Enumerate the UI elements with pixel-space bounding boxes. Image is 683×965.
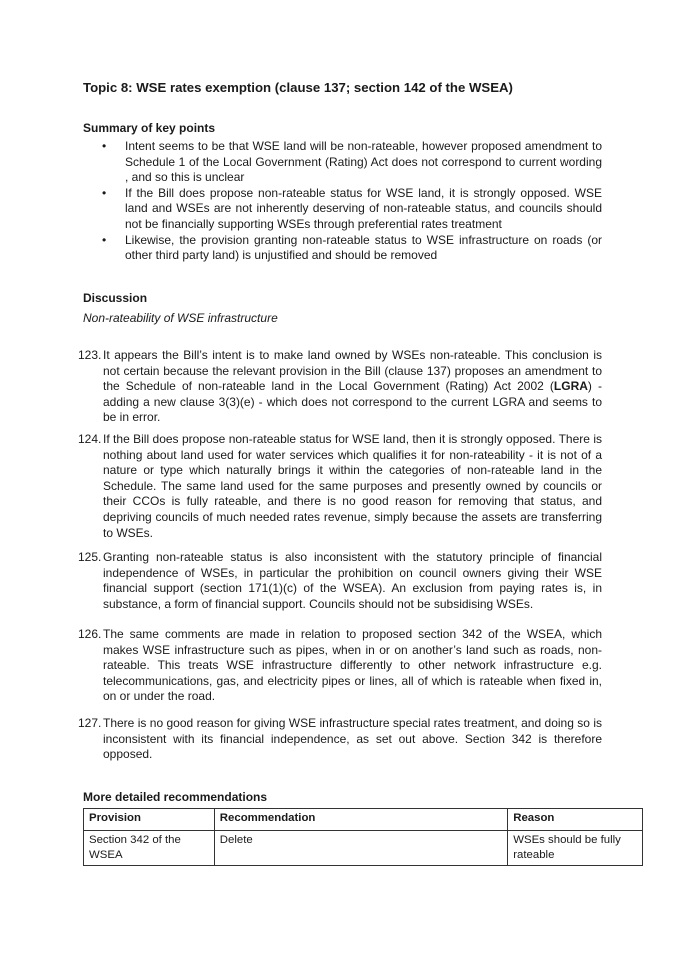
summary-heading: Summary of key points — [83, 121, 216, 135]
paragraph-number: 127. — [78, 716, 102, 730]
paragraph-text: Granting non-rateable status is also inconsistent with the statutory principle of financial independence of WSEs, in particular the prohibition on council owners giving their WSE financial support (section 171(1)(c) of the WSEA). An exclusion from paying rates is, in substance, a form of financial support. Councils should not be subsidising WSEs. — [103, 550, 602, 611]
paragraph-126 — [78, 627, 602, 705]
table-cell-reason: WSEs should be fully rateable — [508, 831, 643, 866]
paragraph-text: It appears the Bill’s intent is to make land owned by WSEs non-rateable. This conclusion is not certain because the relevant provision in the Bill (clause 137) proposes an amendment to the Schedule of non-rateable land in the Local Government (Rating) Act 2002 (LGRA) - adding a new clause 3(3)(e) - which does not correspond to the current LGRA and seems to be in error. — [103, 348, 603, 425]
summary-bullet-item — [102, 186, 602, 233]
discussion-subheading: Non-rateability of WSE infrastructure — [83, 311, 278, 325]
summary-bullet-text: Intent seems to be that WSE land will be non-rateable, however proposed amendment to Schedule 1 of the Local Government (Rating) Act does not correspond to current wording , and so this is unclear — [125, 139, 602, 185]
table-row — [84, 831, 643, 866]
column-header-provision: Provision — [84, 809, 215, 831]
paragraph-123 — [78, 348, 602, 426]
table-cell-recommendation: Delete — [214, 831, 507, 866]
paragraph-125 — [78, 550, 602, 612]
discussion-heading: Discussion — [83, 291, 148, 305]
paragraph-127 — [78, 716, 602, 763]
paragraph-124 — [78, 432, 602, 541]
summary-bullet-list — [102, 139, 602, 264]
paragraph-text: The same comments are made in relation to proposed section 342 of the WSEA, which makes WSE infrastructure such as pipes, when in or on another’s land such as roads, non-rateable. This treats WSE infrastructure differently to other network infrastructure e.g. telecommunications, gas, and electricity pipes or lines, all of which is rateable when fixed in, on or under the road. — [103, 627, 602, 704]
recommendations-table — [83, 808, 643, 866]
paragraph-text: If the Bill does propose non-rateable status for WSE land, then it is strongly opposed. There is nothing about land used for water services which qualifies it for non-rateability - it is not of a nature or type which naturally brings it within the categories of non-rateable land in the Schedule. The same land used for the same purposes and presently owned by councils or their CCOs is fully rateable, and there is no good reason for removing that status, and depriving councils of much needed rates revenue, simply because the assets are transferring to WSEs. — [103, 432, 602, 540]
summary-bullet-item — [102, 233, 602, 264]
bullet-icon: • — [102, 232, 107, 247]
bullet-icon: • — [102, 139, 107, 153]
table-header-row — [84, 809, 643, 831]
paragraph-number: 125. — [78, 550, 102, 564]
bullet-icon: • — [102, 185, 107, 200]
summary-bullet-text: Likewise, the provision granting non-rateable status to WSE infrastructure on roads (or other third party land) is unjustified and should be removed — [125, 232, 602, 263]
summary-bullet-text: If the Bill does propose non-rateable status for WSE land, it is strongly opposed. WSE land and WSEs are not inherently deserving of non-rateable status, and councils should not be financially supporting WSEs through preferential rates treatment — [125, 185, 602, 231]
paragraph-number: 123. — [78, 348, 102, 362]
paragraph-text: There is no good reason for giving WSE infrastructure special rates treatment, and doing so is inconsistent with its financial independence, as set out above. Section 342 is therefore opposed. — [103, 716, 602, 762]
paragraph-number: 124. — [78, 432, 102, 446]
column-header-recommendation: Recommendation — [214, 809, 507, 831]
summary-bullet-item — [102, 139, 602, 186]
paragraph-number: 126. — [78, 627, 102, 641]
topic-heading: Topic 8: WSE rates exemption (clause 137; section 142 of the WSEA) — [83, 80, 513, 95]
table-cell-provision: Section 342 of the WSEA — [84, 831, 215, 866]
column-header-reason: Reason — [508, 809, 643, 831]
lgra-abbreviation: LGRA — [553, 379, 588, 394]
recommendations-heading: More detailed recommendations — [83, 790, 268, 804]
